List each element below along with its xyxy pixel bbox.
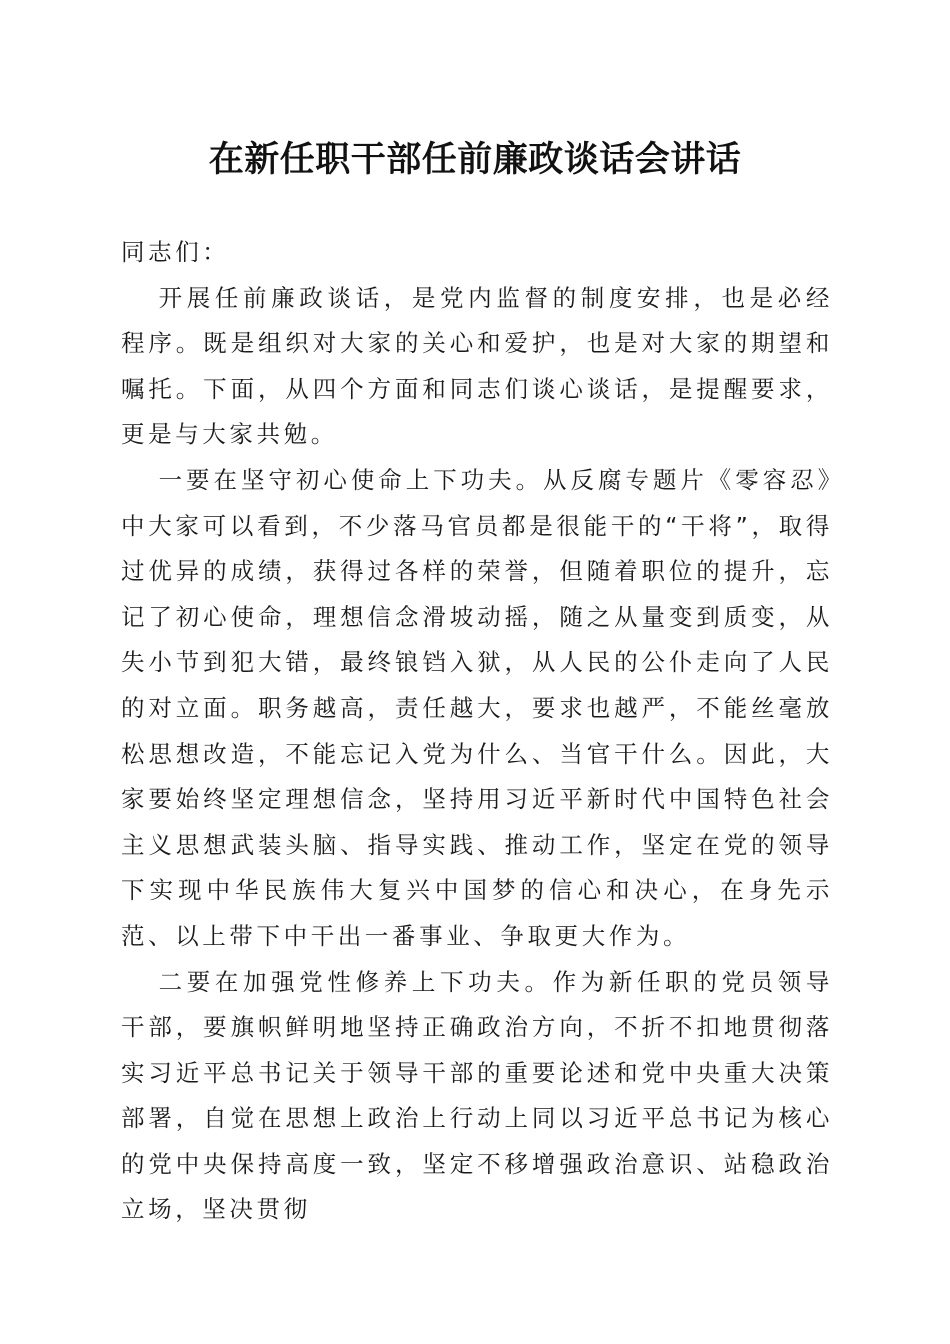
document-body	[121, 230, 833, 1233]
paragraph-second-point: 二要在加强党性修养上下功夫。作为新任职的党员领导干部，要旗帜鲜明地坚持正确政治方向，不折不扣地贯彻落实习近平总书记关于领导干部的重要论述和党中央重大决策部署，自觉在思想上政治上行动上同以习近平总书记为核心的党中央保持高度一致，坚定不移增强政治意识、站稳政治立场，坚决贯彻	[121, 967, 833, 1224]
paragraph-intro: 开展任前廉政谈话，是党内监督的制度安排，也是必经程序。既是组织对大家的关心和爱护，也是对大家的期望和嘱托。下面，从四个方面和同志们谈心谈话，是提醒要求，更是与大家共勉。	[121, 283, 833, 449]
document-title: 在新任职干部任前廉政谈话会讲话	[208, 139, 742, 180]
paragraph-first-point: 一要在坚守初心使命上下功夫。从反腐专题片《零容忍》中大家可以看到，不少落马官员都是很能干的“干将”，取得过优异的成绩，获得过各样的荣誉，但随着职位的提升，忘记了初心使命，理想信念滑坡动摇，随之从量变到质变，从失小节到犯大错，最终锒铛入狱，从人民的公仆走向了人民的对立面。职务越高，责任越大，要求也越严，不能丝毫放松思想改造，不能忘记入党为什么、当官干什么。因此，大家要始终坚定理想信念，坚持用习近平新时代中国特色社会主义思想武装头脑、指导实践、推动工作，坚定在党的领导下实现中华民族伟大复兴中国梦的信心和决心，在身先示范、以上带下中干出一番事业、争取更大作为。	[121, 465, 833, 950]
salutation: 同志们：	[121, 238, 230, 266]
